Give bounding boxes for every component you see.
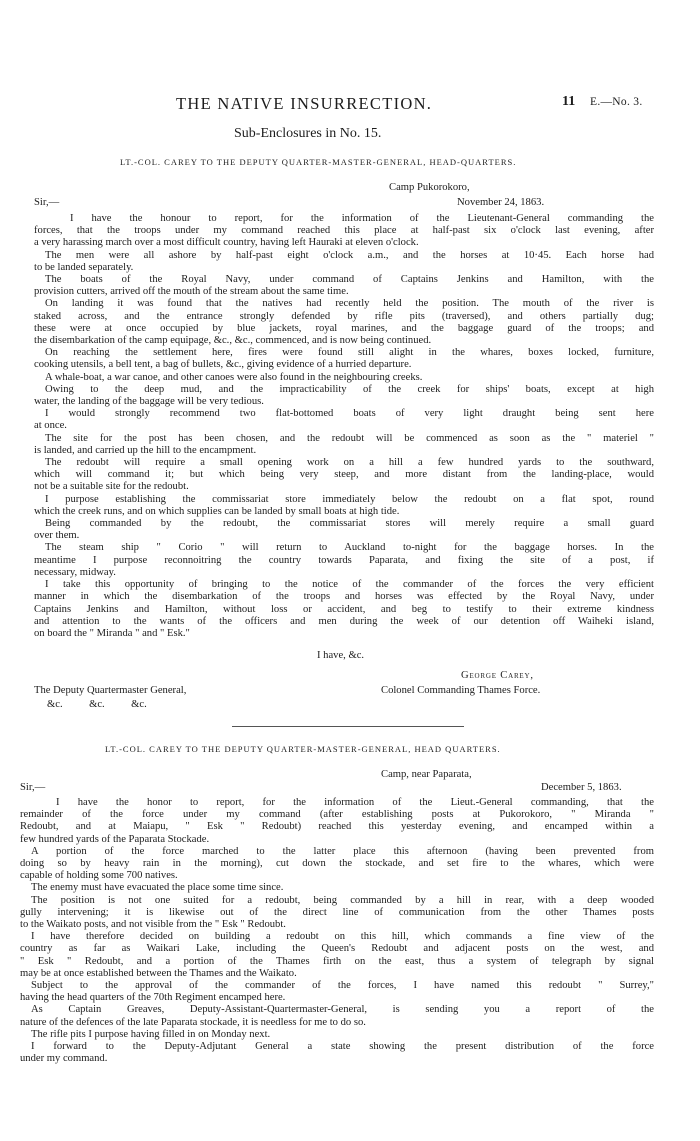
paragraph-line: the disembarkation of the camp equipage, &c., &c., commenced, and is now being continued. [34, 335, 432, 347]
paragraph-line: to the Waikato posts, and not visible from the " Esk " Redoubt. [20, 919, 286, 931]
letter1-etc: &c. &c. &c. [47, 699, 147, 710]
paragraph-line: I have the honour to report, for the information of the Lieutenant-General commanding the [70, 213, 654, 224]
letter1-signature-title: Colonel Commanding Thames Force. [381, 685, 541, 696]
paragraph-line: few hundred yards of the Paparata Stockade. [20, 833, 210, 845]
letter1-date: November 24, 1863. [457, 197, 545, 208]
paragraph-line: The boats of the Royal Navy, under command of Captains Jenkins and Hamilton, with the [45, 274, 654, 286]
paragraph-line: I have therefore decided on building a redoubt on this hill, which commands a fine view of the [31, 931, 654, 943]
paragraph-line: I take this opportunity of bringing to the notice of the commander of the forces the very efficient [45, 579, 654, 591]
paragraph-line: The steam ship " Corio " will return to Auckland to-night for the baggage horses. In the [45, 542, 654, 554]
paragraph-line: gully intervening; it is likewise out of the direct line of communication from the other Thames posts [20, 906, 654, 918]
letter1-caption: LT.-COL. CAREY TO THE DEPUTY QUARTER-MASTER-GENERAL, HEAD-QUARTERS. [120, 157, 517, 167]
paragraph-line: A whale-boat, a war canoe, and other canoes were also found in the neighbouring creeks. [45, 371, 423, 383]
paragraph-line: cooking utensils, a bell tent, a bag of bullets, &c., giving evidence of a hurried departure. [34, 359, 412, 371]
section-divider [232, 726, 464, 727]
paragraph-line: " Esk " Redoubt, and a portion of the Thames firth on the east, thus a system of telegraph by signal [20, 955, 654, 967]
paragraph-line: provision cutters, arrived off the mouth of the stream about the same time. [34, 286, 349, 298]
paragraph-line: nature of the defences of the late Paparata stockade, it is needless for me to do so. [20, 1016, 366, 1028]
paragraph-line: On reaching the settlement here, fires were found still alight in the whares, boxes locked, furniture, [45, 347, 654, 359]
paragraph-line: staked across, and the entrance strongly defended by rifle pits (traversed), and others partially dug; [34, 310, 654, 322]
paragraph-line: water, the landing of the baggage will be very tedious. [34, 396, 264, 408]
letter1-signature: George Carey, [461, 670, 534, 681]
paragraph-line: The men were all ashore by half-past eight o'clock a.m., and the horses at 10·45. Each horse had [45, 249, 654, 261]
page-title: THE NATIVE INSURRECTION. [176, 94, 433, 113]
paragraph-line: manner in which the disembarkation of the troops and horses was effected by the Royal Navy, under [34, 591, 654, 603]
paragraph-line: I purpose establishing the commissariat store immediately below the redoubt on a flat spot, round [45, 493, 654, 505]
letter2-place: Camp, near Paparata, [381, 769, 472, 780]
paragraph-line: at once. [34, 420, 67, 432]
paragraph-line: Redoubt, and at Maiapu, " Esk " Redoubt) reached this yesterday evening, and encamped within a [20, 821, 654, 833]
paragraph-line: The site for the post has been chosen, and the redoubt will be commenced as soon as the " materiel " [45, 432, 654, 444]
paragraph-line: on board the " Miranda " and " Esk." [34, 627, 190, 639]
paragraph-line: The enemy must have evacuated the place some time since. [31, 882, 284, 894]
paragraph-line: meantime I purpose reconnoitring the country towards Paparata, and fixing the site of a post, if [34, 554, 654, 566]
paragraph-line: doing so by heavy rain in the morning), cut down the stockade, and set fire to the whares, which were [20, 858, 654, 870]
paragraph-line: remainder of the force under my command (after establishing posts at Pukorokoro, " Miranda " [20, 809, 654, 821]
paragraph-line: Owing to the deep mud, and the impracticability of the creek for ships' boats, except at high [45, 383, 654, 395]
section-subtitle: Sub-Enclosures in No. 15. [234, 126, 382, 141]
letter1-addressee: The Deputy Quartermaster General, [34, 685, 187, 696]
paragraph-line: forces, that the troops under my command reached this place at half-past six o'clock last evening, after [34, 225, 654, 237]
page-number: 11 [562, 94, 576, 109]
paragraph-line: necessary, midway. [34, 566, 116, 578]
paragraph-line: country as far as Waikari Lake, including the Queen's Redoubt and adjacent posts on the west, and [20, 943, 654, 955]
paragraph-line: I would strongly recommend two flat-bottomed boats of very light draught being sent here [45, 408, 654, 420]
letter1-place: Camp Pukorokoro, [389, 182, 470, 193]
paragraph-line: The redoubt will require a small opening work on a hill a few hundred yards to the southward, [45, 457, 654, 469]
paragraph-line: The rifle pits I purpose having filled in on Monday next. [31, 1028, 271, 1040]
paragraph-line: Being commanded by the redoubt, the commissariat stores will merely require a small guard [45, 518, 654, 530]
paragraph-line: these were at once occupied by blue jackets, royal marines, and the baggage guard of the troops; and [34, 322, 654, 334]
paragraph-line: On landing it was found that the natives had recently held the position. The mouth of the river is [45, 298, 654, 310]
letter2-date: December 5, 1863. [541, 782, 622, 793]
paragraph-line: having the head quarters of the 70th Regiment encamped here. [20, 992, 286, 1004]
paragraph-line: capable of holding some 700 natives. [20, 870, 178, 882]
paragraph-line: I have the honor to report, for the information of the Lieut.-General commanding, that the [56, 797, 654, 808]
paragraph-line: Captains Jenkins and Hamilton, without loss or accident, and beg to testify to their extreme kindness [34, 603, 654, 615]
letter1-closing: I have, &c. [317, 650, 365, 661]
letter2-caption: LT.-COL. CAREY TO THE DEPUTY QUARTER-MASTER-GENERAL, HEAD QUARTERS. [105, 744, 501, 754]
letter2-salutation: Sir,— [20, 782, 46, 793]
paragraph-line: which the creek runs, and on which supplies can be landed by small boats at high tide. [34, 505, 400, 517]
paragraph-line: over them. [34, 530, 80, 542]
paragraph-line: under my command. [20, 1053, 108, 1065]
letter1-salutation: Sir,— [34, 197, 60, 208]
paragraph-line: As Captain Greaves, Deputy-Assistant-Quartermaster-General, is sending you a report of the [31, 1004, 654, 1016]
paragraph-line: to be landed separately. [34, 261, 134, 273]
paragraph-line: a very harassing march over a most difficult country, having left Hauraki at eleven o'clock. [34, 237, 419, 249]
letter2-body [20, 797, 654, 1065]
paragraph-line: I forward to the Deputy-Adjutant General a state showing the present distribution of the force [31, 1041, 654, 1053]
paragraph-line: A portion of the force marched to the latter place this afternoon (having been prevented from [31, 845, 654, 857]
paragraph-line: is landed, and carried up the hill to the encampment. [34, 444, 257, 456]
paragraph-line: not be a suitable site for the redoubt. [34, 481, 189, 493]
paragraph-line: Subject to the approval of the commander of the forces, I have named this redoubt " Surrey," [31, 980, 654, 992]
paragraph-line: The position is not one suited for a redoubt, being commanded by a hill in rear, with a deep wooded [31, 894, 654, 906]
paragraph-line: which will command it; but which being very steep, and more distant from the landing-place, would [34, 469, 654, 481]
paragraph-line: may be at once established between the Thames and the Waikato. [20, 967, 297, 979]
paragraph-line: and attention to the wants of the officers and men during the week of our detention off Waiheki island, [34, 615, 654, 627]
letter1-body [34, 213, 654, 640]
document-reference: E.—No. 3. [590, 96, 643, 108]
